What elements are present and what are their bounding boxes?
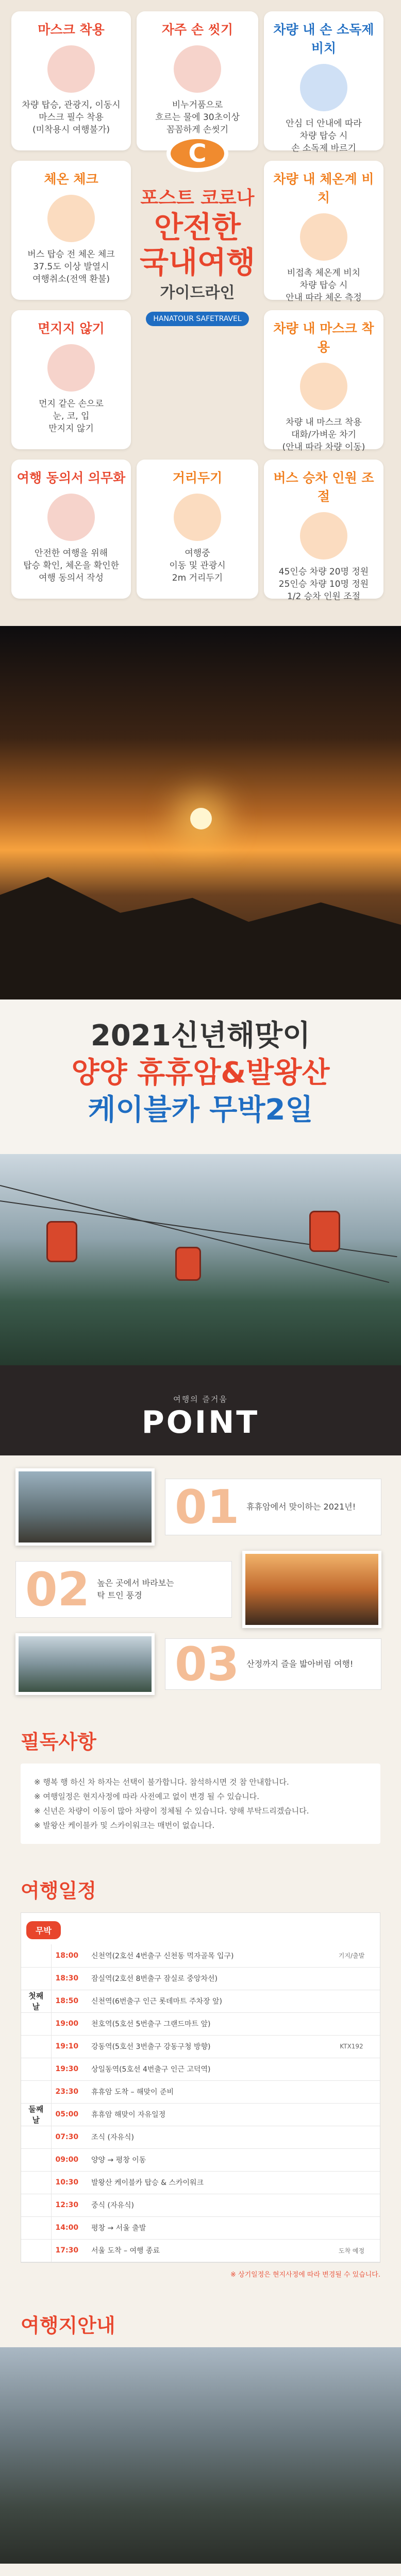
guide-card-text: 먼지 같은 손으로 눈, 코, 입 만지지 않기 <box>39 399 104 434</box>
itinerary-day <box>21 2239 51 2262</box>
itinerary-row <box>21 2103 380 2126</box>
point-item-3 <box>165 1638 381 1690</box>
itinerary-note: KTX192 <box>323 2035 380 2058</box>
guide-card-title: 자주 손 씻기 <box>161 22 233 37</box>
distance-icon <box>174 494 221 541</box>
guide-card <box>11 11 131 150</box>
thermometer-gun-icon <box>300 213 347 261</box>
guide-center-line3: 국내여행 <box>139 244 256 280</box>
sun-graphic <box>190 808 212 829</box>
itinerary-time: 19:10 <box>51 2035 87 2058</box>
gondola-graphic <box>46 1221 77 1262</box>
guide-center-line4: 가이드라인 <box>160 283 235 302</box>
itinerary-desc: 평창 → 서울 출발 <box>87 2216 323 2239</box>
point-title: POINT <box>141 1404 260 1440</box>
guide-card-text: 비누거품으로 흐르는 물에 30초이상 꼼꼼하게 손씻기 <box>155 100 240 135</box>
itinerary-note <box>323 1990 380 2012</box>
itinerary-row <box>21 2058 380 2080</box>
itinerary-desc: 잠실역(2호선 8번출구 잠실로 중앙차선) <box>87 1967 323 1990</box>
guide-center-logo <box>137 139 258 323</box>
itinerary-time: 12:30 <box>51 2194 87 2216</box>
guide-card <box>11 460 131 599</box>
gondola-graphic <box>175 1247 201 1281</box>
face-icon <box>47 344 95 392</box>
point-photo-3 <box>15 1633 155 1695</box>
itinerary-desc: 조식 (자유식) <box>87 2126 323 2148</box>
itinerary-note <box>323 2126 380 2148</box>
guide-card <box>264 310 383 452</box>
guide-card-text: 안심 더 안내에 따라 차량 탑승 시 손 소독제 바르기 <box>286 118 362 154</box>
itinerary-note <box>323 2058 380 2080</box>
itinerary-time: 23:30 <box>51 2080 87 2103</box>
itinerary-note: 도착 예정 <box>323 2239 380 2262</box>
itinerary-note <box>323 2103 380 2126</box>
itinerary-desc: 중식 (자유식) <box>87 2194 323 2216</box>
guide-card-title: 차량 내 체온계 비치 <box>273 172 374 205</box>
itinerary-time: 17:30 <box>51 2239 87 2262</box>
guide-card-title: 차량 내 손 소독제 비치 <box>273 22 374 56</box>
sunrise-hero-image <box>0 626 401 999</box>
itinerary-desc: 상일동역(5호선 4번출구 인근 고덕역) <box>87 2058 323 2080</box>
itinerary-time: 05:00 <box>51 2103 87 2126</box>
itinerary-row <box>21 2080 380 2103</box>
itinerary-table-wrap <box>21 1912 380 2263</box>
itinerary-row <box>21 2239 380 2262</box>
guide-card-text: 안전한 여행을 위해 탑승 확인, 체온을 확인한 여행 동의서 작성 <box>23 548 119 583</box>
guide-card <box>137 460 258 599</box>
point-subtitle: 여행의 즐거움 <box>173 1395 228 1404</box>
handwash-icon <box>174 45 221 93</box>
guide-card-text: 비접촉 체온계 비치 차량 탑승 시 안내 따라 체온 측정 <box>286 268 362 303</box>
itinerary-note <box>323 2080 380 2103</box>
itinerary-day <box>21 2171 51 2194</box>
guide-card-title: 체온 체크 <box>44 172 98 187</box>
itinerary-day <box>21 2126 51 2148</box>
itinerary-desc: 서울 도착 – 여행 종료 <box>87 2239 323 2262</box>
cable-car-photo <box>0 1154 401 1365</box>
itinerary-desc: 신천역(2호선 4번출구 신천동 먹자골목 입구) <box>87 1944 323 1967</box>
itinerary-title: 여행일정 <box>21 1879 96 1902</box>
itinerary-table <box>21 1944 380 2262</box>
itinerary-day <box>21 2216 51 2239</box>
itinerary-day <box>21 1944 51 1967</box>
itinerary-note <box>323 2148 380 2171</box>
itinerary-desc: 발왕산 케이블카 탑승 & 스카이워크 <box>87 2171 323 2194</box>
itinerary-day: 둘째날 <box>21 2103 51 2126</box>
guide-card-text: 45인승 차량 20명 정원 25인승 차량 10명 정원 1/2 승차 인원 조절 <box>278 567 369 602</box>
guide-card-text: 차량 내 마스크 착용 대화/가벼운 차기 (안내 따라 차량 이동) <box>282 417 365 452</box>
itinerary-desc: 양양 → 평창 이동 <box>87 2148 323 2171</box>
point-section <box>0 1365 401 1705</box>
guide-card-text: 차량 탑승, 관광지, 이동시 마스크 필수 착용 (미착용시 여행불가) <box>22 100 121 135</box>
itinerary-time: 18:30 <box>51 1967 87 1990</box>
itinerary-time: 10:30 <box>51 2171 87 2194</box>
itinerary-time: 19:30 <box>51 2058 87 2080</box>
itinerary-row <box>21 1990 380 2012</box>
itinerary-row <box>21 2012 380 2035</box>
itinerary-desc: 휴휴암 도착 – 해맞이 준비 <box>87 2080 323 2103</box>
bus-icon <box>300 512 347 560</box>
mountain-ridge <box>0 850 401 999</box>
point-text: 산정까지 즐을 밟아버림 여행! <box>246 1659 354 1669</box>
guide-card-title: 면지지 않기 <box>38 321 105 336</box>
itinerary-time: 18:50 <box>51 1990 87 2012</box>
itinerary-row <box>21 1944 380 1967</box>
itinerary-time: 18:00 <box>51 1944 87 1967</box>
notice-line: ※ 행복 행 하신 차 하자는 선택이 불가합니다. 참석하시면 것 참 안내합니다. <box>34 1777 289 1787</box>
itinerary-desc: 강동역(5호선 3번출구 강동구청 방향) <box>87 2035 323 2058</box>
itinerary-label: 무박 <box>26 1921 61 1939</box>
itinerary-time: 07:30 <box>51 2126 87 2148</box>
itinerary-day: 첫째날 <box>21 1990 51 2012</box>
guide-grid <box>11 11 390 602</box>
guide-card <box>137 11 258 150</box>
itinerary-row <box>21 2035 380 2058</box>
guide-center-line2: 안전한 <box>154 209 241 245</box>
guide-card <box>264 161 383 303</box>
tour-title-line1: 2021신년해맞이 <box>90 1019 311 1053</box>
tour-title-band <box>0 999 401 1154</box>
guide-card-title: 마스크 착용 <box>38 22 105 37</box>
thermometer-icon <box>47 195 95 242</box>
point-text: 휴휴암에서 맞이하는 2021년! <box>246 1502 356 1512</box>
guide-card <box>11 161 131 300</box>
itinerary-note <box>323 1967 380 1990</box>
guide-center-line1: 포스트 코로나 <box>140 187 255 209</box>
point-item-2 <box>15 1561 232 1618</box>
guide-card-title: 거리두기 <box>172 470 223 485</box>
notice-line: ※ 신년은 차량이 이동이 많아 차량이 정체될 수 있습니다. 양해 부탁드리겠습니다. <box>34 1806 309 1816</box>
itinerary-row <box>21 2171 380 2194</box>
itinerary-note <box>323 2171 380 2194</box>
site-photo-hyuhyuam <box>0 2347 401 2564</box>
guide-card-text: 버스 탑승 전 체온 체크 37.5도 이상 발열시 여행취소(전액 환불) <box>27 249 115 284</box>
itinerary-desc: 신천역(6번출구 인근 롯데마트 주차장 앞) <box>87 1990 323 2012</box>
document-icon <box>47 494 95 541</box>
covid-guide-section <box>0 0 401 626</box>
guide-card <box>264 11 383 154</box>
tour-title-line3: 케이블카 무박2일 <box>88 1093 313 1127</box>
point-number: 01 <box>175 1480 240 1534</box>
tour-title-line2: 양양 휴휴암&발왕산 <box>71 1056 330 1090</box>
point-number: 02 <box>25 1562 90 1617</box>
itinerary-note <box>323 2194 380 2216</box>
bus-mask-icon <box>300 363 347 410</box>
itinerary-footnote: ※ 상기일정은 현지사정에 따라 변경될 수 있습니다. <box>230 2270 380 2279</box>
guide-card-title: 여행 동의서 의무화 <box>16 470 126 485</box>
itinerary-day <box>21 2080 51 2103</box>
itinerary-time: 09:00 <box>51 2148 87 2171</box>
itinerary-note: 기지/출발 <box>323 1944 380 1967</box>
gondola-graphic <box>309 1211 340 1252</box>
itinerary-row <box>21 2194 380 2216</box>
itinerary-day <box>21 2035 51 2058</box>
itinerary-time: 19:00 <box>51 2012 87 2035</box>
itinerary-section <box>0 1865 401 2299</box>
itinerary-day <box>21 2012 51 2035</box>
notice-section <box>0 1705 401 1865</box>
point-header <box>0 1365 401 1455</box>
sanitizer-icon <box>300 64 347 111</box>
notice-title: 필독사항 <box>21 1731 96 1753</box>
point-photo-2 <box>242 1551 381 1628</box>
guide-center-pill: HANATOUR SAFETRAVEL <box>146 312 248 326</box>
guide-card-title: 버스 승차 인원 조절 <box>273 470 374 504</box>
itinerary-note <box>323 2216 380 2239</box>
itinerary-note <box>323 2012 380 2035</box>
itinerary-row <box>21 2216 380 2239</box>
site-caption <box>0 2564 401 2576</box>
point-text: 높은 곳에서 바라보는 탁 트인 풍경 <box>97 1578 174 1600</box>
itinerary-row <box>21 2126 380 2148</box>
guide-card <box>11 310 131 449</box>
itinerary-desc: 천호역(5호선 5번출구 그랜드마트 앞) <box>87 2012 323 2035</box>
notice-box <box>21 1764 380 1844</box>
guide-card-title: 차량 내 마스크 착용 <box>273 321 374 354</box>
itinerary-row <box>21 2148 380 2171</box>
itinerary-row <box>21 1967 380 1990</box>
guide-badge: C <box>166 135 228 172</box>
point-photo-1 <box>15 1468 155 1546</box>
point-item-1 <box>165 1479 381 1535</box>
mask-icon <box>47 45 95 93</box>
notice-line: ※ 발왕산 케이블카 및 스카이워크는 매번이 없습니다. <box>34 1821 215 1830</box>
point-number: 03 <box>175 1637 240 1691</box>
itinerary-day <box>21 2058 51 2080</box>
itinerary-time: 14:00 <box>51 2216 87 2239</box>
itinerary-day <box>21 2148 51 2171</box>
itinerary-day <box>21 1967 51 1990</box>
notice-line: ※ 여행일정은 현지사정에 따라 사전예고 없이 변경 될 수 있습니다. <box>34 1792 259 1801</box>
sites-title: 여행지안내 <box>21 2314 115 2337</box>
sites-section <box>0 2299 401 2576</box>
guide-card-text: 여행중 이동 및 관광시 2m 거리두기 <box>169 548 226 583</box>
itinerary-day <box>21 2194 51 2216</box>
itinerary-desc: 휴휴암 해맞이 자유일정 <box>87 2103 323 2126</box>
guide-card <box>264 460 383 602</box>
